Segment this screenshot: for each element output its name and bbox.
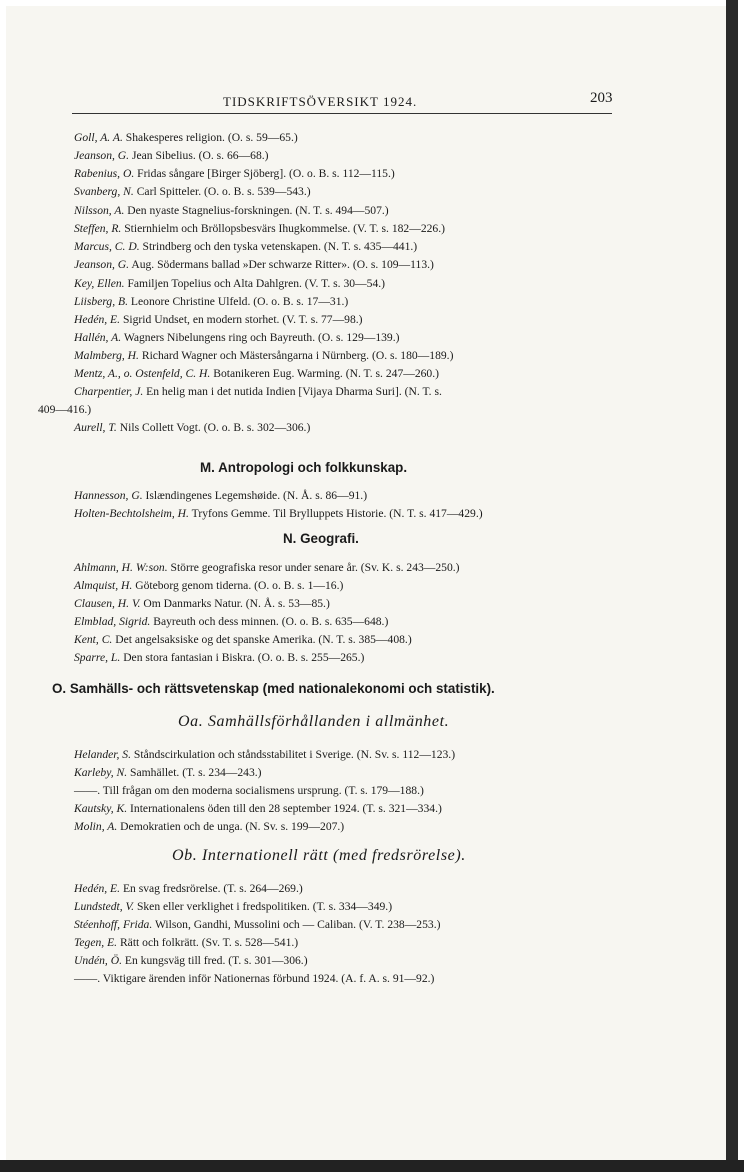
entry-text: Islændingenes Legemshøide. (N. Å. s. 86—91.) bbox=[145, 489, 368, 502]
entry-author: Molin, A. bbox=[74, 820, 118, 833]
entry-author: Svanberg, N. bbox=[74, 185, 134, 198]
list-item-continuation bbox=[38, 403, 91, 417]
running-head: TIDSKRIFTSÖVERSIKT 1924. bbox=[223, 94, 418, 109]
list-item bbox=[74, 766, 262, 780]
entry-text: Tryfons Gemme. Til Brylluppets Historie. (N. T. s. 417—429.) bbox=[191, 507, 483, 520]
entry-text: Wilson, Gandhi, Mussolini och — Caliban. (V. T. 238—253.) bbox=[154, 918, 441, 931]
entry-text: Fridas sångare [Birger Sjöberg]. (O. o. B. s. 112—115.) bbox=[137, 167, 395, 180]
list-item bbox=[74, 936, 298, 950]
entry-text: Nils Collett Vogt. (O. o. B. s. 302—306.) bbox=[119, 421, 311, 434]
list-item bbox=[74, 222, 445, 236]
entry-author: Holten-Bechtolsheim, H. bbox=[74, 507, 189, 520]
section-heading-o: O. Samhälls- och rättsvetenskap (med nationalekonomi och statistik). bbox=[52, 681, 495, 696]
entry-author: Hedén, E. bbox=[74, 313, 121, 326]
list-item bbox=[74, 784, 424, 798]
entry-text: Samhället. (T. s. 234—243.) bbox=[130, 766, 262, 779]
subsection-heading-ob: Ob. Internationell rätt (med fredsrörelse). bbox=[172, 847, 466, 864]
entry-author: Lundstedt, V. bbox=[74, 900, 135, 913]
entry-author: Marcus, C. D. bbox=[74, 240, 140, 253]
list-item bbox=[74, 561, 460, 575]
list-item bbox=[74, 900, 392, 914]
entry-author: Malmberg, H. bbox=[74, 349, 139, 362]
entry-text: Internationalens öden till den 28 september 1924. (T. s. 321—334.) bbox=[130, 802, 442, 815]
entry-text: Till frågan om den moderna socialismens ursprung. (T. s. 179—188.) bbox=[102, 784, 424, 797]
entry-author: Rabenius, O. bbox=[74, 167, 135, 180]
list-item bbox=[74, 748, 455, 762]
list-item bbox=[74, 802, 442, 816]
entry-author: Ahlmann, H. W:son. bbox=[74, 561, 168, 574]
entry-text: Om Danmarks Natur. (N. Å. s. 53—85.) bbox=[143, 597, 330, 610]
entry-text: Ståndscirkulation och ståndsstabilitet i Sverige. (N. Sv. s. 112—123.) bbox=[133, 748, 456, 761]
entry-author: Nilsson, A. bbox=[74, 204, 125, 217]
page-number: 203 bbox=[590, 90, 613, 106]
list-item bbox=[74, 633, 412, 647]
entry-text: Sigrid Undset, en modern storhet. (V. T. s. 77—98.) bbox=[122, 313, 363, 326]
entry-text: Den stora fantasian i Biskra. (O. o. B. s. 255—265.) bbox=[123, 651, 365, 664]
list-item bbox=[74, 651, 364, 665]
entry-author: Charpentier, J. bbox=[74, 385, 144, 398]
entry-author: ——. bbox=[74, 784, 101, 797]
section-heading-n: N. Geografi. bbox=[283, 531, 359, 546]
list-item bbox=[74, 489, 367, 503]
list-item bbox=[74, 131, 298, 145]
entry-author: Stéenhoff, Frida. bbox=[74, 918, 153, 931]
list-item bbox=[74, 331, 399, 345]
entry-author: Kent, C. bbox=[74, 633, 113, 646]
entry-author: Almquist, H. bbox=[74, 579, 133, 592]
entry-text: Bayreuth och dess minnen. (O. o. B. s. 635—648.) bbox=[153, 615, 389, 628]
list-item bbox=[74, 421, 310, 435]
entry-author: Elmblad, Sigrid. bbox=[74, 615, 151, 628]
list-item bbox=[74, 615, 388, 629]
entry-author: Jeanson, G. bbox=[74, 258, 130, 271]
list-item bbox=[74, 149, 269, 163]
entry-text: Jean Sibelius. (O. s. 66—68.) bbox=[131, 149, 269, 162]
entry-author: Aurell, T. bbox=[74, 421, 117, 434]
subsection-heading-oa: Oa. Samhällsförhållanden i allmänhet. bbox=[178, 713, 450, 730]
list-item bbox=[74, 972, 434, 986]
entry-author: Jeanson, G. bbox=[74, 149, 130, 162]
entry-text: Shakesperes religion. (O. s. 59—65.) bbox=[125, 131, 298, 144]
list-item bbox=[74, 204, 389, 218]
list-item bbox=[74, 240, 417, 254]
entry-author: ——. bbox=[74, 972, 101, 985]
entry-text: Leonore Christine Ulfeld. (O. o. B. s. 17—31.) bbox=[130, 295, 349, 308]
entry-text: Carl Spitteler. (O. o. B. s. 539—543.) bbox=[136, 185, 311, 198]
list-item bbox=[74, 820, 344, 834]
entry-author: Sparre, L. bbox=[74, 651, 121, 664]
entry-text: En svag fredsrörelse. (T. s. 264—269.) bbox=[122, 882, 303, 895]
list-item bbox=[74, 295, 348, 309]
entry-text: Botanikeren Eug. Warming. (N. T. s. 247—260.) bbox=[213, 367, 439, 380]
entry-text: Aug. Södermans ballad »Der schwarze Ritter». (O. s. 109—113.) bbox=[131, 258, 434, 271]
list-item bbox=[74, 385, 442, 399]
list-item bbox=[74, 185, 311, 199]
entry-text: Det angelsaksiske og det spanske Amerika. (N. T. s. 385—408.) bbox=[115, 633, 412, 646]
entry-author: Hedén, E. bbox=[74, 882, 121, 895]
entry-author: Steffen, R. bbox=[74, 222, 122, 235]
entry-author: Liisberg, B. bbox=[74, 295, 129, 308]
entry-text: Större geografiska resor under senare år. (Sv. K. s. 243—250.) bbox=[170, 561, 460, 574]
entry-text: Stiernhielm och Bröllopsbesvärs Ihugkommelse. (V. T. s. 182—226.) bbox=[124, 222, 445, 235]
list-item bbox=[74, 918, 440, 932]
entry-text: En kungsväg till fred. (T. s. 301—306.) bbox=[124, 954, 308, 967]
entry-author: Helander, S. bbox=[74, 748, 131, 761]
entry-author: Karleby, N. bbox=[74, 766, 128, 779]
list-item bbox=[74, 313, 363, 327]
entry-text: Rätt och folkrätt. (Sv. T. s. 528—541.) bbox=[119, 936, 299, 949]
entry-text: Göteborg genom tiderna. (O. o. B. s. 1—16.) bbox=[135, 579, 344, 592]
list-item bbox=[74, 954, 308, 968]
list-item bbox=[74, 579, 343, 593]
entry-text: Strindberg och den tyska vetenskapen. (N. T. s. 435—441.) bbox=[142, 240, 418, 253]
entry-author: Clausen, H. V. bbox=[74, 597, 141, 610]
entry-text: Richard Wagner och Mästersångarna i Nürnberg. (O. s. 180—189.) bbox=[141, 349, 454, 362]
list-item bbox=[74, 882, 303, 896]
scan-edge-right bbox=[726, 0, 738, 1166]
scan-edge-bottom bbox=[0, 1160, 744, 1172]
entry-author: Hallén, A. bbox=[74, 331, 122, 344]
entry-text: Sken eller verklighet i fredspolitiken. (T. s. 334—349.) bbox=[136, 900, 393, 913]
entry-author: Undén, Ö. bbox=[74, 954, 122, 967]
entry-text: En helig man i det nutida Indien [Vijaya Dharma Suri]. (N. T. s. bbox=[146, 385, 442, 398]
list-item bbox=[74, 597, 330, 611]
list-item bbox=[74, 167, 395, 181]
entry-text: Demokratien och de unga. (N. Sv. s. 199—207.) bbox=[120, 820, 345, 833]
entry-text: Wagners Nibelungens ring och Bayreuth. (O. s. 129—139.) bbox=[123, 331, 400, 344]
list-item bbox=[74, 507, 483, 521]
entry-text: Familjen Topelius och Alta Dahlgren. (V. T. s. 30—54.) bbox=[127, 277, 386, 290]
entry-author: Mentz, A., o. Ostenfeld, C. H. bbox=[74, 367, 211, 380]
entry-author: Goll, A. A. bbox=[74, 131, 123, 144]
list-item bbox=[74, 258, 434, 272]
entry-author: Tegen, E. bbox=[74, 936, 118, 949]
entry-text: 409—416.) bbox=[38, 403, 92, 416]
list-item bbox=[74, 349, 453, 363]
entry-author: Hannesson, G. bbox=[74, 489, 143, 502]
entry-author: Key, Ellen. bbox=[74, 277, 125, 290]
list-item bbox=[74, 277, 385, 291]
list-item bbox=[74, 367, 439, 381]
section-heading-m: M. Antropologi och folkkunskap. bbox=[200, 460, 408, 475]
header-rule bbox=[72, 113, 612, 114]
entry-author: Kautsky, K. bbox=[74, 802, 128, 815]
entry-text: Viktigare ärenden inför Nationernas förbund 1924. (A. f. A. s. 91—92.) bbox=[102, 972, 435, 985]
entry-text: Den nyaste Stagnelius-forskningen. (N. T. s. 494—507.) bbox=[127, 204, 389, 217]
